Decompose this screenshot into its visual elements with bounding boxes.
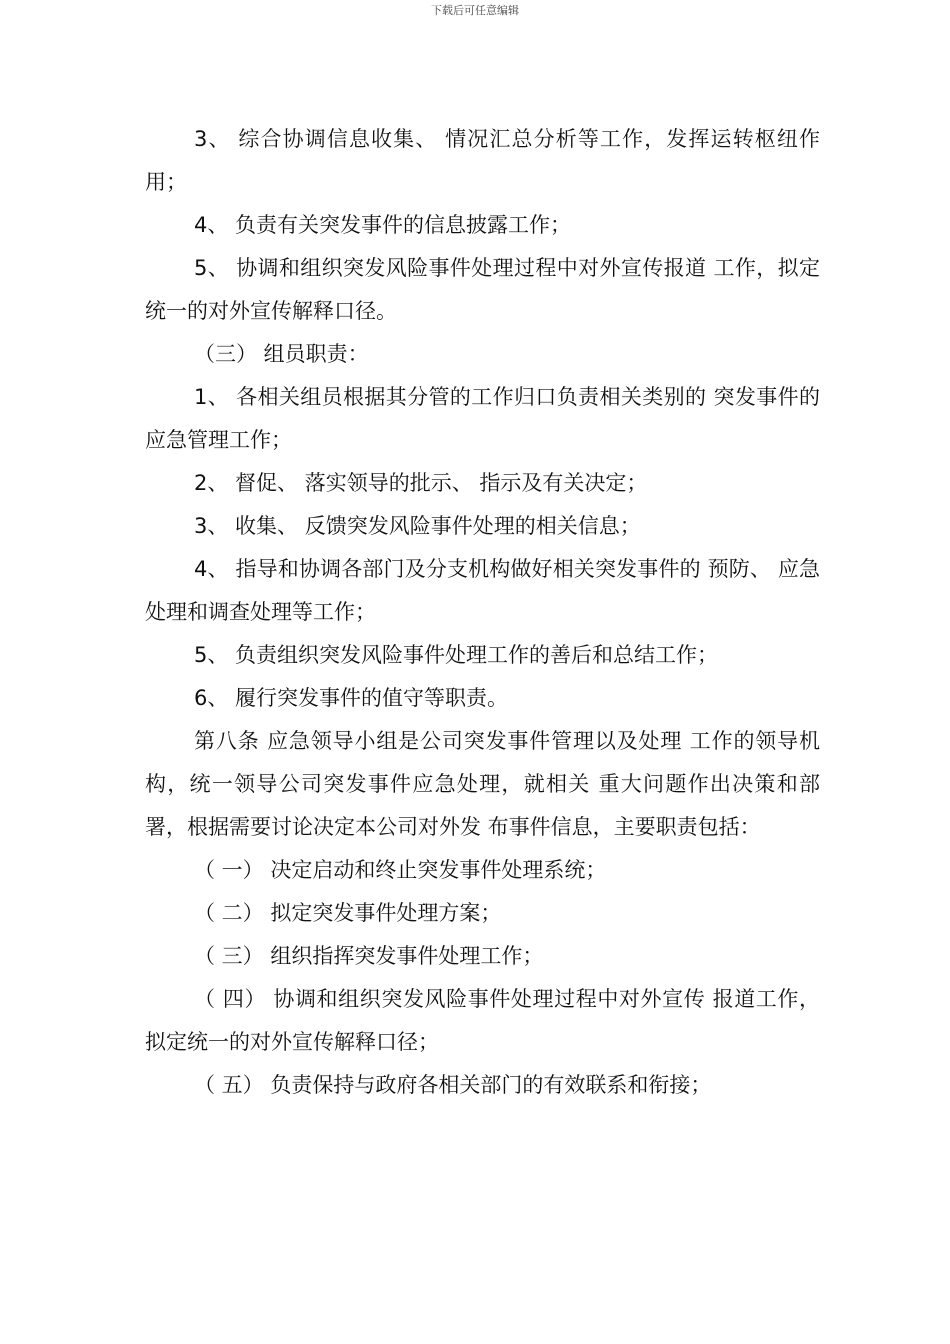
- document-body: [145, 118, 820, 1107]
- leader-duty-4: （ 四） 协调和组织突发风险事件处理过程中对外宣传 报道工作，拟定统一的对外宣传解释口径；: [145, 987, 820, 1054]
- paragraph-member-4: 4、 指导和协调各部门及分支机构做好相关突发事件的 预防、 应急处理和调查处理等工作；: [145, 557, 820, 624]
- page-header-note: 下载后可任意编辑: [431, 4, 519, 17]
- article-eight-paragraph: 第八条 应急领导小组是公司突发事件管理以及处理 工作的领导机构，统一领导公司突发事件应急处理，就相关 重大问题作出决策和部署，根据需要讨论决定本公司对外发 布事件信息，主要职责包括：: [145, 729, 820, 839]
- leader-duty-5: （ 五） 负责保持与政府各相关部门的有效联系和衔接；: [194, 1073, 712, 1097]
- paragraph-item-4-disclosure: 4、 负责有关突发事件的信息披露工作；: [194, 213, 572, 237]
- paragraph-member-1: 1、 各相关组员根据其分管的工作归口负责相关类别的 突发事件的应急管理工作；: [145, 385, 820, 452]
- paragraph-member-5: 5、 负责组织突发风险事件处理工作的善后和总结工作；: [194, 643, 719, 667]
- leader-duty-1: （ 一） 决定启动和终止突发事件处理系统；: [194, 858, 607, 882]
- section-heading-member-duties: （三） 组员职责：: [194, 342, 369, 366]
- paragraph-member-3: 3、 收集、 反馈突发风险事件处理的相关信息；: [194, 514, 641, 538]
- leader-duty-3: （ 三） 组织指挥突发事件处理工作；: [194, 944, 544, 968]
- paragraph-item-3-hub: 3、 综合协调信息收集、 情况汇总分析等工作，发挥运转枢纽作用；: [145, 127, 820, 194]
- paragraph-member-2: 2、 督促、 落实领导的批示、 指示及有关决定；: [194, 471, 648, 495]
- paragraph-item-5-publicity: 5、 协调和组织突发风险事件处理过程中对外宣传报道 工作，拟定统一的对外宣传解释口径。: [145, 256, 820, 323]
- leader-duty-2: （ 二） 拟定突发事件处理方案；: [194, 901, 502, 925]
- paragraph-member-6: 6、 履行突发事件的值守等职责。: [194, 686, 509, 710]
